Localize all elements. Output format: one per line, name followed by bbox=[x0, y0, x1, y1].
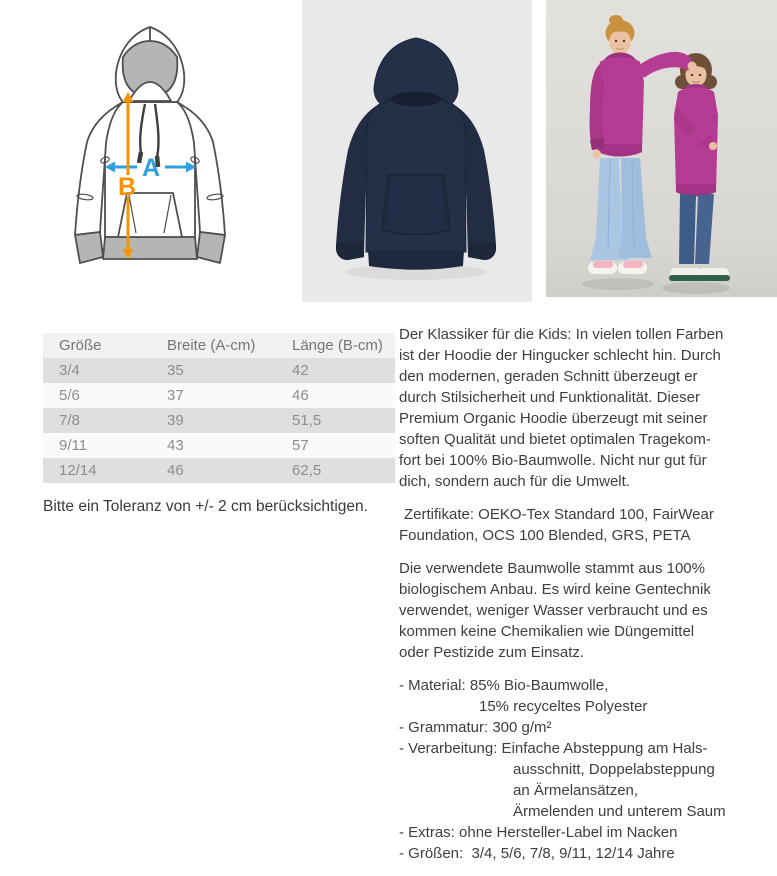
description-line: soften Qualität und bietet optimalen Tragekom- bbox=[399, 431, 711, 448]
description-line: durch Stilsicherheit und Funktionalität. Dieser bbox=[399, 389, 700, 406]
description-line: den modernen, geraden Schnitt überzeugt er bbox=[399, 368, 698, 385]
size-table-row bbox=[43, 383, 395, 408]
tolerance-note: Bitte ein Toleranz von +/- 2 cm berücksichtigen. bbox=[43, 498, 368, 515]
description-line: oder Pestizide zum Einsatz. bbox=[399, 644, 585, 661]
size-table-row bbox=[43, 458, 395, 483]
size-table-cell: 9/11 bbox=[43, 433, 151, 458]
size-table bbox=[43, 333, 395, 483]
size-table-cell: 5/6 bbox=[43, 383, 151, 408]
product-photo bbox=[302, 0, 532, 302]
description-line: ist der Hoodie der Hingucker schlecht hin. Durch bbox=[399, 347, 721, 364]
description-line: - Größen: 3/4, 5/6, 7/8, 9/11, 12/14 Jahre bbox=[399, 845, 675, 862]
size-table-row bbox=[43, 358, 395, 383]
hoodie-right-cuff bbox=[197, 232, 225, 263]
size-table-header-cell: Größe bbox=[43, 333, 151, 358]
description-line: biologischem Anbau. Es wird keine Gentechnik bbox=[399, 581, 711, 598]
description-line: Ärmelenden und unterem Saum bbox=[513, 803, 726, 820]
description-paragraph bbox=[399, 675, 769, 864]
measure-label-b: B bbox=[117, 173, 137, 201]
description-line: Der Klassiker für die Kids: In vielen tollen Farben bbox=[399, 326, 724, 343]
description-paragraph bbox=[399, 504, 769, 546]
description-line: an Ärmelansätzen, bbox=[513, 782, 639, 799]
size-table-cell: 7/8 bbox=[43, 408, 151, 433]
hoodie-measurement-diagram bbox=[55, 5, 295, 305]
size-table-header-cell: Länge (B-cm) bbox=[276, 333, 395, 358]
description-line: Foundation, OCS 100 Blended, GRS, PETA bbox=[399, 527, 691, 544]
size-table-cell: 46 bbox=[151, 458, 276, 483]
hoodie-line-art bbox=[55, 5, 295, 305]
size-table-row bbox=[43, 433, 395, 458]
description-paragraph bbox=[399, 558, 769, 663]
size-table-cell: 57 bbox=[276, 433, 395, 458]
description-line: Die verwendete Baumwolle stammt aus 100% bbox=[399, 560, 705, 577]
size-table-row bbox=[43, 408, 395, 433]
size-table-cell: 12/14 bbox=[43, 458, 151, 483]
measure-label-a: A bbox=[141, 154, 161, 182]
size-table-cell: 62,5 bbox=[276, 458, 395, 483]
size-table-body bbox=[43, 358, 395, 483]
description-line: 15% recyceltes Polyester bbox=[479, 698, 648, 715]
size-table-cell: 35 bbox=[151, 358, 276, 383]
size-table-cell: 37 bbox=[151, 383, 276, 408]
description-line: dich, sondern auch für die Umwelt. bbox=[399, 473, 630, 490]
size-table-cell: 43 bbox=[151, 433, 276, 458]
size-table-cell: 39 bbox=[151, 408, 276, 433]
description-paragraph bbox=[399, 324, 769, 492]
size-table-cell: 42 bbox=[276, 358, 395, 383]
size-table-section bbox=[43, 333, 395, 483]
hoodie-hem bbox=[103, 237, 197, 259]
kids-models-image bbox=[546, 0, 777, 297]
models-photo bbox=[546, 0, 777, 297]
product-description bbox=[399, 324, 769, 876]
description-line: Zertifikate: OEKO-Tex Standard 100, FairWear bbox=[404, 506, 714, 523]
description-line: kommen keine Chemikalien wie Düngemittel bbox=[399, 623, 695, 640]
size-table-cell: 46 bbox=[276, 383, 395, 408]
description-line: - Grammatur: 300 g/m² bbox=[399, 719, 552, 736]
size-table-head bbox=[43, 333, 395, 358]
size-table-header-row bbox=[43, 333, 395, 358]
description-line: - Material: 85% Bio-Baumwolle, bbox=[399, 677, 609, 694]
description-line: fort bei 100% Bio-Baumwolle. Nicht nur gut für bbox=[399, 452, 707, 469]
description-line: Premium Organic Hoodie überzeugt mit seiner bbox=[399, 410, 708, 427]
description-line: - Extras: ohne Hersteller-Label im Nacken bbox=[399, 824, 678, 841]
navy-hoodie-image bbox=[302, 0, 532, 302]
description-line: - Verarbeitung: Einfache Absteppung am Hals- bbox=[399, 740, 708, 757]
description-line: verwendet, weniger Wasser verbraucht und es bbox=[399, 602, 708, 619]
size-table-cell: 3/4 bbox=[43, 358, 151, 383]
size-table-header-cell: Breite (A-cm) bbox=[151, 333, 276, 358]
description-line: ausschnitt, Doppelabsteppung bbox=[513, 761, 715, 778]
hoodie-left-cuff bbox=[75, 232, 103, 263]
size-table-cell: 51,5 bbox=[276, 408, 395, 433]
